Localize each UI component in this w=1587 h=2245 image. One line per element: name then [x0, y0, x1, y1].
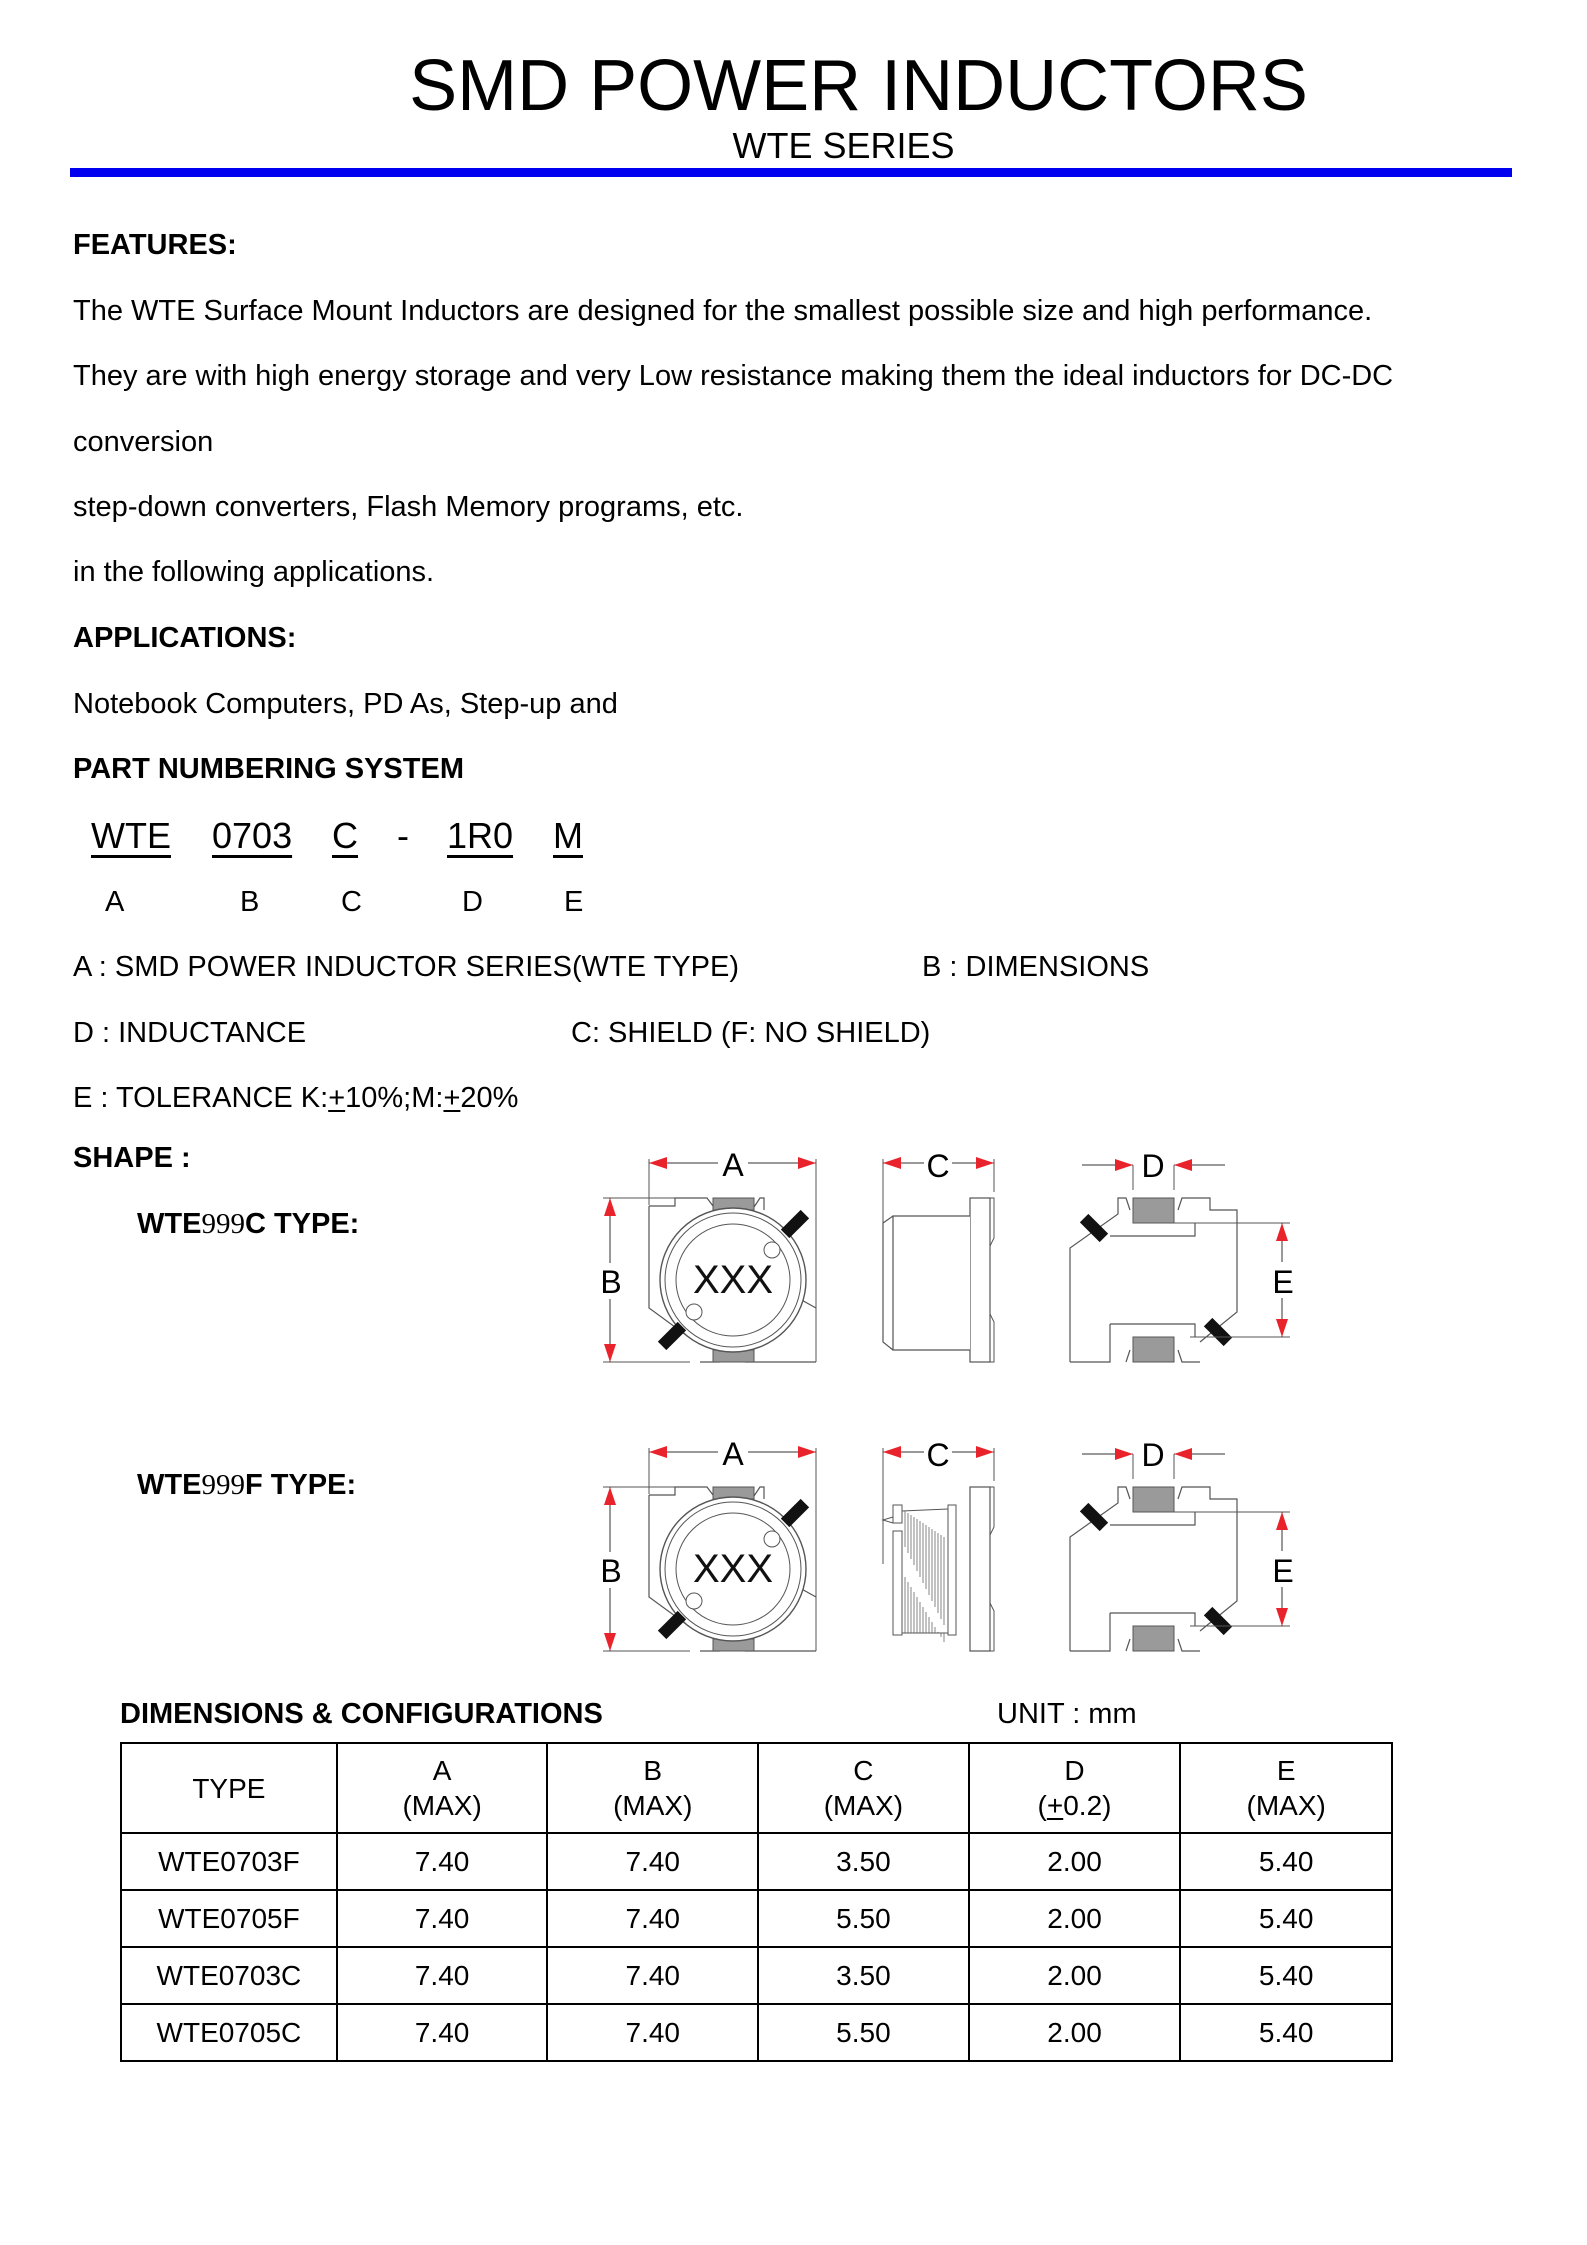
dimension-arrow: [1276, 1608, 1288, 1626]
dimension-arrow: [976, 1446, 994, 1458]
unit-label: UNIT : mm: [997, 1698, 1137, 1730]
dimension-label: A: [722, 1147, 744, 1183]
terminal-lead: [1204, 1318, 1232, 1346]
column-header-d: D (+0.2): [969, 1743, 1181, 1833]
terminal-lead: [658, 1611, 686, 1639]
dimension-arrow: [798, 1446, 816, 1458]
cell-type: WTE0703C: [121, 1947, 337, 2004]
features-line: They are with high energy storage and very Low resistance making them the ideal inductors for DC-DC: [73, 360, 1394, 392]
part-segment-series: WTE: [91, 815, 171, 856]
cell-type: WTE0705C: [121, 2004, 337, 2061]
cell-value: 7.40: [337, 1890, 548, 1947]
column-header-type: [121, 1743, 337, 1833]
plus-minus-symbol: +: [328, 1082, 346, 1114]
dimension-arrow: [604, 1198, 616, 1216]
column-name: TYPE: [192, 1772, 266, 1804]
header-rule: [70, 168, 1512, 177]
column-sub: (MAX): [613, 1790, 693, 1821]
core-body: [883, 1216, 970, 1350]
type-prefix: WTE: [137, 1208, 202, 1240]
dimension-arrow: [1115, 1159, 1133, 1171]
part-segment-tolerance: M: [553, 815, 583, 856]
part-letter: D: [462, 886, 483, 918]
dimension-label: C: [926, 1437, 950, 1473]
cell-value: 5.40: [1180, 1890, 1392, 1947]
part-letter: E: [564, 886, 584, 918]
dimension-arrow: [1115, 1448, 1133, 1460]
terminal-pad: [1133, 1198, 1174, 1223]
column-sub: (MAX): [1246, 1790, 1326, 1821]
outline-line: [902, 1509, 948, 1511]
column-name: C: [853, 1755, 874, 1786]
column-name: B: [643, 1755, 663, 1786]
column-sub: (MAX): [402, 1790, 482, 1821]
cell-value: 7.40: [547, 1890, 758, 1947]
coil-notch: [764, 1531, 780, 1547]
dimension-arrow: [798, 1157, 816, 1169]
legend-c: C: SHIELD (F: NO SHIELD): [571, 1017, 931, 1049]
dimension-arrow: [1276, 1223, 1288, 1241]
dimension-arrow: [649, 1157, 667, 1169]
column-name: A: [432, 1755, 452, 1786]
table-header-row: [121, 1743, 1392, 1833]
type-digits: 999: [201, 1208, 245, 1240]
table-row: [121, 1890, 1392, 1947]
legend-e-mid: 10%;M:: [345, 1082, 444, 1114]
cell-type: WTE0703F: [121, 1833, 337, 1890]
terminal-pad: [1133, 1487, 1174, 1512]
marking-text: XXX: [692, 1547, 774, 1591]
dimension-label: B: [600, 1553, 622, 1589]
legend-a: A : SMD POWER INDUCTOR SERIES(WTE TYPE): [73, 951, 739, 983]
type-suffix: F TYPE:: [244, 1469, 357, 1501]
part-segment-shield: C: [332, 815, 358, 856]
wire-lead: [883, 1517, 893, 1523]
cell-value: 2.00: [969, 2004, 1181, 2061]
dimension-arrow: [1174, 1159, 1192, 1171]
cell-value: 7.40: [547, 1833, 758, 1890]
features-line: step-down converters, Flash Memory programs, etc.: [73, 491, 744, 523]
terminal-lead: [781, 1499, 809, 1527]
legend-e: [73, 1084, 518, 1113]
table-row: [121, 2004, 1392, 2061]
cell-value: 5.40: [1180, 2004, 1392, 2061]
features-line: The WTE Surface Mount Inductors are designed for the smallest possible size and high performance.: [73, 295, 1373, 327]
part-segment-inductance: 1R0: [447, 815, 514, 856]
dimension-label: A: [722, 1436, 744, 1472]
applications-heading: APPLICATIONS:: [73, 622, 297, 654]
dimension-arrow: [1276, 1319, 1288, 1337]
dimension-arrow: [883, 1446, 901, 1458]
part-separator: -: [397, 815, 409, 856]
part-letter: C: [341, 886, 362, 918]
dimension-label: D: [1141, 1437, 1165, 1473]
column-name: D: [1064, 1755, 1085, 1786]
applications-text: Notebook Computers, PD As, Step-up and: [73, 688, 618, 720]
flange: [970, 1487, 990, 1651]
dimension-arrow: [649, 1446, 667, 1458]
dimension-arrow: [1276, 1512, 1288, 1530]
type-digits: 999: [201, 1469, 245, 1501]
legend-d: D : INDUCTANCE: [73, 1017, 307, 1049]
dimensions-heading: DIMENSIONS & CONFIGURATIONS: [120, 1698, 603, 1730]
dimension-label: D: [1141, 1148, 1165, 1184]
column-sub: 0.2: [1063, 1790, 1103, 1821]
cell-type: WTE0705F: [121, 1890, 337, 1947]
cell-value: 7.40: [337, 2004, 548, 2061]
dimension-arrow: [1174, 1448, 1192, 1460]
features-heading: FEATURES:: [73, 229, 237, 261]
shape-heading: SHAPE :: [73, 1142, 191, 1174]
cell-value: 7.40: [547, 1947, 758, 2004]
cell-value: 5.50: [758, 1890, 969, 1947]
cell-value: 7.40: [337, 1833, 548, 1890]
type-suffix: C TYPE:: [244, 1208, 360, 1240]
dimension-label: C: [926, 1148, 950, 1184]
column-header-e: [1180, 1743, 1392, 1833]
plus-minus-symbol: +: [1046, 1790, 1064, 1821]
bobbin-flange: [948, 1505, 956, 1635]
features-line: in the following applications.: [73, 556, 435, 588]
coil-notch: [764, 1242, 780, 1258]
part-letter: A: [105, 886, 125, 918]
cell-value: 2.00: [969, 1947, 1181, 2004]
column-header-b: [547, 1743, 758, 1833]
legend-e-prefix: E : TOLERANCE K:: [73, 1082, 329, 1114]
part-segment-dimensions: 0703: [212, 815, 293, 856]
table-row: [121, 1947, 1392, 2004]
terminal-lead: [1204, 1607, 1232, 1635]
shape-drawing-f-type: [0, 1434, 1587, 1674]
cell-value: 5.40: [1180, 1833, 1392, 1890]
cell-value: 2.00: [969, 1833, 1181, 1890]
dimension-arrow: [883, 1157, 901, 1169]
dimensions-table: [120, 1742, 1393, 2062]
terminal-lead: [658, 1322, 686, 1350]
coil-notch: [686, 1304, 702, 1320]
page-title: SMD POWER INDUCTORS: [409, 46, 1308, 126]
table-row: [121, 1833, 1392, 1890]
cell-value: 5.50: [758, 2004, 969, 2061]
terminal-pad: [1133, 1337, 1174, 1362]
dimension-label: E: [1272, 1553, 1294, 1589]
dimension-label: E: [1272, 1264, 1294, 1300]
shape-drawing-c-type: [0, 1142, 1587, 1385]
column-header-c: [758, 1743, 969, 1833]
cell-value: 3.50: [758, 1947, 969, 2004]
legend-b: B : DIMENSIONS: [922, 951, 1150, 983]
column-header-a: [337, 1743, 548, 1833]
part-numbering-heading: PART NUMBERING SYSTEM: [73, 753, 464, 785]
column-name: E: [1276, 1755, 1296, 1786]
cell-value: 7.40: [337, 1947, 548, 2004]
bobbin-side: [893, 1531, 902, 1635]
features-line: conversion: [73, 426, 214, 458]
terminal-pad: [1133, 1626, 1174, 1651]
dimension-arrow: [604, 1487, 616, 1505]
dimension-label: B: [600, 1264, 622, 1300]
cell-value: 2.00: [969, 1890, 1181, 1947]
cell-value: 5.40: [1180, 1947, 1392, 2004]
bobbin-top: [893, 1505, 902, 1523]
cell-value: 3.50: [758, 1833, 969, 1890]
dimension-arrow: [976, 1157, 994, 1169]
plus-minus-symbol: +: [443, 1082, 461, 1114]
part-letter: B: [240, 886, 260, 918]
legend-e-suffix: 20%: [460, 1082, 519, 1114]
marking-text: XXX: [692, 1258, 774, 1302]
dimension-arrow: [604, 1344, 616, 1362]
type-prefix: WTE: [137, 1469, 202, 1501]
cell-value: 7.40: [547, 2004, 758, 2061]
page-subtitle: WTE SERIES: [732, 125, 955, 166]
dimension-arrow: [604, 1633, 616, 1651]
terminal-lead: [781, 1210, 809, 1238]
flange: [970, 1198, 990, 1362]
coil-notch: [686, 1593, 702, 1609]
column-sub: (MAX): [823, 1790, 904, 1821]
